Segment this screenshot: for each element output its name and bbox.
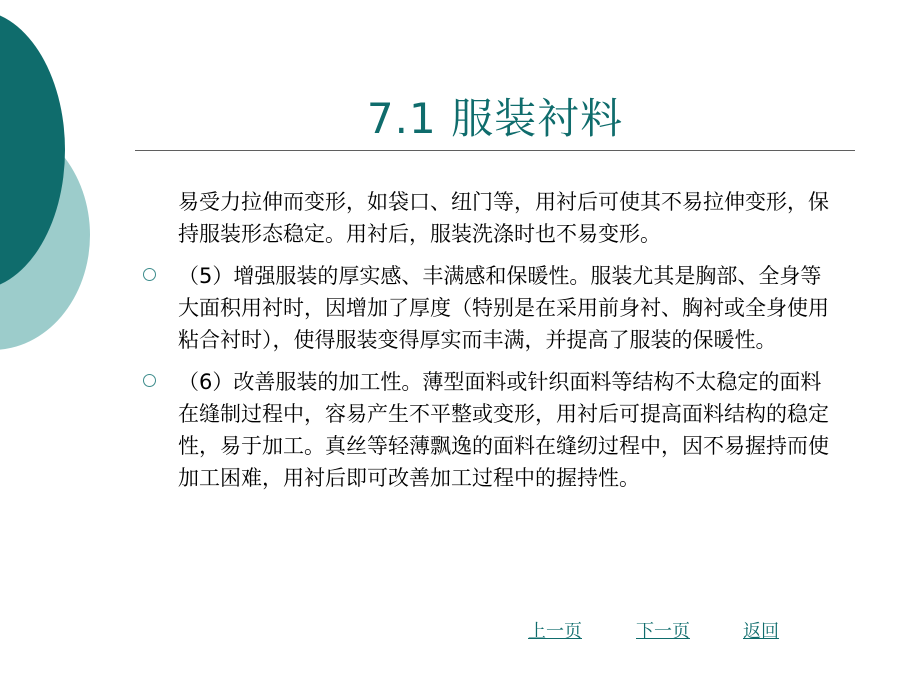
slide-content [178, 186, 838, 504]
back-link[interactable]: 返回 [743, 621, 779, 642]
bullet-item [178, 260, 838, 356]
slide-title: 7.1 服装衬料 [366, 94, 624, 143]
bullet-circle-icon [143, 374, 156, 387]
bullet-text: （5）增强服装的厚实感、丰满感和保暖性。服装尤其是胸部、全身等大面积用衬时，因增加了厚度（特别是在采用前身衬、胸衬或全身使用粘合衬时），使得服装变得厚实而丰满，并提高了服装的保暖性。 [178, 264, 829, 352]
bullet-text: （6）改善服装的加工性。薄型面料或针织面料等结构不太稳定的面料在缝制过程中，容易产生不平整或变形，用衬后可提高面料结构的稳定性，易于加工。真丝等轻薄飘逸的面料在缝纫过程中，因不易握持而使加工困难，用衬后即可改善加工过程中的握持性。 [178, 370, 829, 490]
next-page-link[interactable]: 下一页 [636, 621, 690, 642]
title-divider [135, 150, 855, 151]
bullet-item [178, 366, 838, 494]
bullet-circle-icon [143, 268, 156, 281]
prev-page-link[interactable]: 上一页 [528, 621, 582, 642]
body-paragraph: 易受力拉伸而变形，如袋口、纽门等，用衬后可使其不易拉伸变形，保持服装形态稳定。用衬后，服装洗涤时也不易变形。 [178, 190, 829, 246]
